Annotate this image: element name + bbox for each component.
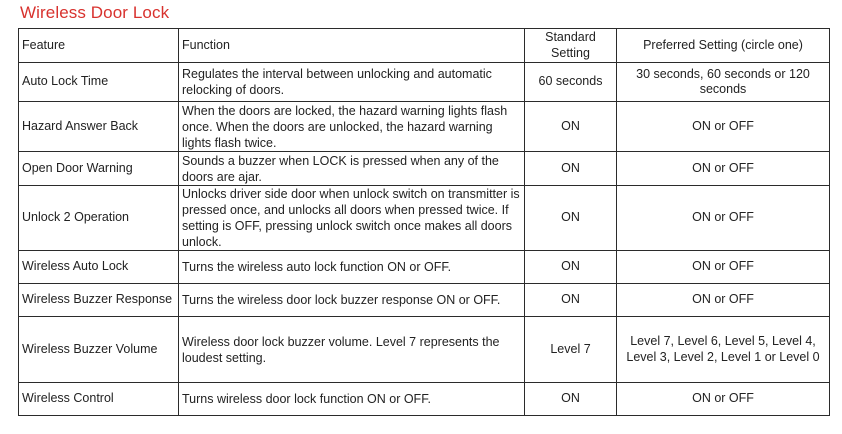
preferred-setting-cell: ON or OFF <box>617 102 830 152</box>
preferred-setting-cell: ON or OFF <box>617 284 830 317</box>
feature-cell: Wireless Buzzer Volume <box>19 317 179 383</box>
feature-cell: Wireless Buzzer Response <box>19 284 179 317</box>
table-row <box>19 284 830 317</box>
table-row <box>19 152 830 186</box>
standard-setting-cell: ON <box>525 284 617 317</box>
standard-setting-cell: ON <box>525 186 617 251</box>
table-row <box>19 186 830 251</box>
standard-setting-cell: 60 seconds <box>525 63 617 102</box>
preferred-setting-cell: ON or OFF <box>617 383 830 416</box>
function-cell: Sounds a buzzer when LOCK is pressed when any of the doors are ajar. <box>179 152 525 186</box>
header-function: Function <box>179 29 525 63</box>
function-cell: Turns the wireless auto lock function ON or OFF. <box>179 251 525 284</box>
standard-setting-cell: Level 7 <box>525 317 617 383</box>
feature-cell: Wireless Auto Lock <box>19 251 179 284</box>
preferred-setting-cell: 30 seconds, 60 seconds or 120 seconds <box>617 63 830 102</box>
standard-setting-cell: ON <box>525 383 617 416</box>
feature-cell: Auto Lock Time <box>19 63 179 102</box>
table-row <box>19 383 830 416</box>
feature-cell: Hazard Answer Back <box>19 102 179 152</box>
standard-setting-cell: ON <box>525 251 617 284</box>
table-row <box>19 251 830 284</box>
function-cell: Wireless door lock buzzer volume. Level 7 represents the loudest setting. <box>179 317 525 383</box>
preferred-setting-cell: ON or OFF <box>617 251 830 284</box>
function-cell: Unlocks driver side door when unlock switch on transmitter is pressed once, and unlocks all doors when pressed twice. If setting is OFF, pressing unlock switch once makes all doors unlock. <box>179 186 525 251</box>
settings-table <box>18 28 830 416</box>
preferred-setting-cell: Level 7, Level 6, Level 5, Level 4, Level 3, Level 2, Level 1 or Level 0 <box>617 317 830 383</box>
table-row <box>19 102 830 152</box>
function-cell: Turns wireless door lock function ON or OFF. <box>179 383 525 416</box>
function-cell: Regulates the interval between unlocking and automatic relocking of doors. <box>179 63 525 102</box>
table-row <box>19 317 830 383</box>
preferred-setting-cell: ON or OFF <box>617 152 830 186</box>
section-title: Wireless Door Lock <box>20 3 170 22</box>
table-row <box>19 63 830 102</box>
feature-cell: Wireless Control <box>19 383 179 416</box>
standard-setting-cell: ON <box>525 102 617 152</box>
feature-cell: Open Door Warning <box>19 152 179 186</box>
standard-setting-cell: ON <box>525 152 617 186</box>
preferred-setting-cell: ON or OFF <box>617 186 830 251</box>
function-cell: Turns the wireless door lock buzzer response ON or OFF. <box>179 284 525 317</box>
feature-cell: Unlock 2 Operation <box>19 186 179 251</box>
header-feature: Feature <box>19 29 179 63</box>
header-preferred-setting: Preferred Setting (circle one) <box>617 29 830 63</box>
table-header-row <box>19 29 830 63</box>
header-standard-setting: Standard Setting <box>525 29 617 63</box>
function-cell: When the doors are locked, the hazard warning lights flash once. When the doors are unlocked, the hazard warning lights flash twice. <box>179 102 525 152</box>
